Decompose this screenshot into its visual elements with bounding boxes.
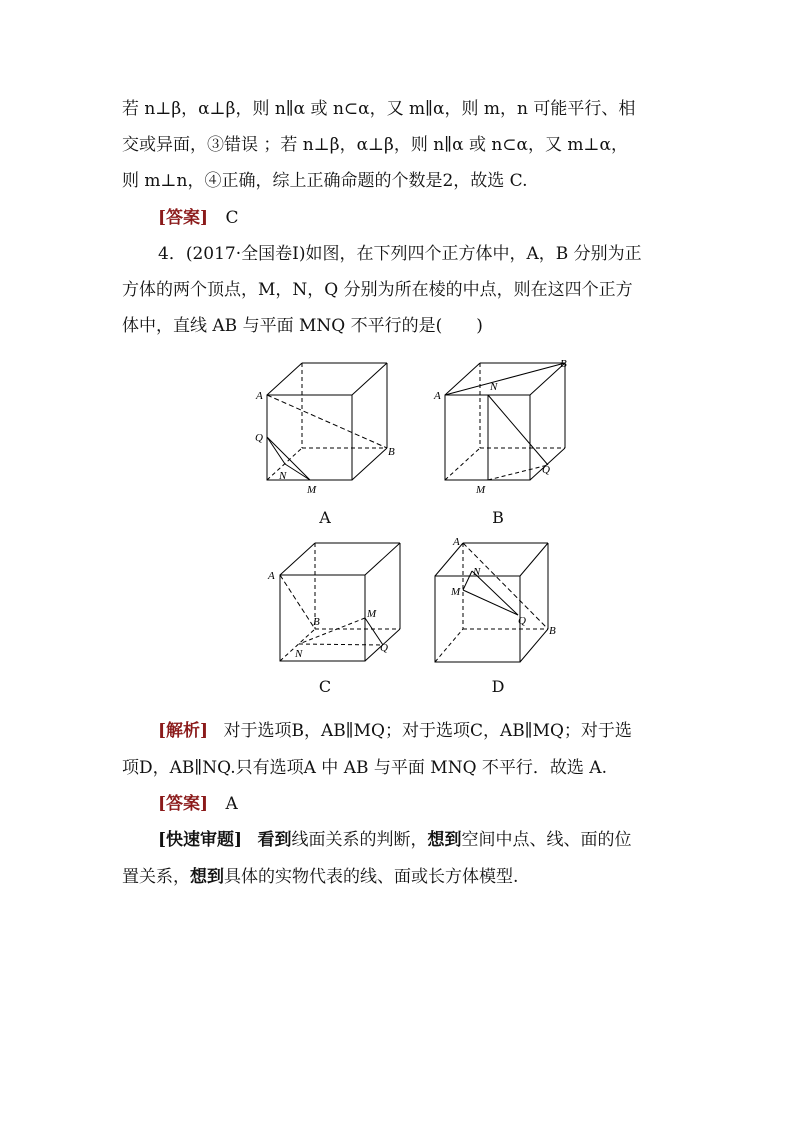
caption-a: A	[319, 508, 331, 527]
label-m: M	[367, 608, 377, 620]
cube-figure-b	[428, 355, 588, 500]
review-keyword-3: 想到	[190, 867, 224, 887]
analysis-tag: [解析]	[158, 721, 209, 741]
answer-tag: [答案]	[158, 208, 209, 228]
analysis-text-1: 对于选项B，AB∥MQ；对于选项C，AB∥MQ；对于选	[223, 721, 632, 741]
caption-c: C	[318, 677, 332, 696]
answer-2	[158, 791, 718, 817]
analysis-line-1	[158, 718, 682, 744]
question-4-line-1: 4．(2017·全国卷Ⅰ)如图，在下列四个正方体中，A，B 分别为正	[158, 244, 642, 264]
review-text-3: 置关系，	[122, 867, 190, 887]
label-n: N	[295, 648, 303, 660]
answer-value: C	[225, 208, 239, 228]
label-n: N	[473, 566, 481, 578]
prev-solution-line-1: 若 n⊥β，α⊥β，则 n∥α 或 n⊂α，又 m∥α，则 m，n 可能平行、相	[122, 99, 636, 119]
label-m: M	[476, 484, 486, 496]
caption-d: D	[491, 677, 505, 696]
label-b: B	[388, 446, 395, 458]
label-q: Q	[518, 615, 526, 627]
caption-b: B	[492, 508, 504, 527]
label-b: B	[549, 625, 556, 637]
review-tag: [快速审题]	[158, 830, 243, 850]
label-q: Q	[255, 432, 263, 444]
answer-1	[158, 205, 718, 231]
answer-tag: [答案]	[158, 794, 209, 814]
review-text-4: 具体的实物代表的线、面或长方体模型.	[224, 867, 519, 887]
label-m: M	[307, 484, 317, 496]
label-n: N	[279, 470, 287, 482]
label-b: B	[560, 358, 567, 370]
cube-figure-d	[420, 535, 580, 670]
label-n: N	[490, 381, 498, 393]
review-line-1	[158, 827, 682, 853]
label-a: A	[434, 390, 441, 402]
prev-solution-line-2: 交或异面，③错误 ；若 n⊥β，α⊥β，则 n∥α 或 n⊂α，又 m⊥α，	[122, 135, 629, 155]
label-a: A	[268, 570, 275, 582]
review-text-1: 线面关系的判断，	[291, 830, 428, 850]
cube-figure-a	[250, 355, 410, 500]
review-line-2	[122, 864, 682, 890]
prev-solution-line-3: 则 m⊥n，④正确，综上正确命题的个数是2，故选 C.	[122, 171, 528, 191]
question-4-line-3: 体中，直线 AB 与平面 MNQ 不平行的是( )	[122, 316, 483, 336]
review-keyword-2: 想到	[427, 830, 462, 850]
question-4-line-2: 方体的两个顶点，M，N，Q 分别为所在棱的中点，则在这四个正方	[122, 280, 633, 300]
label-b: B	[313, 616, 320, 628]
label-a: A	[256, 390, 263, 402]
label-q: Q	[542, 464, 550, 476]
label-q: Q	[380, 642, 388, 654]
analysis-line-2: 项D，AB∥NQ.只有选项A 中 AB 与平面 MNQ 不平行．故选 A.	[122, 758, 607, 778]
cube-figure-c	[263, 535, 423, 670]
review-text-2: 空间中点、线、面的位	[461, 830, 632, 850]
answer-value: A	[225, 794, 238, 814]
label-m: M	[451, 586, 461, 598]
label-a: A	[453, 536, 460, 548]
review-keyword-1: 看到	[257, 830, 292, 850]
